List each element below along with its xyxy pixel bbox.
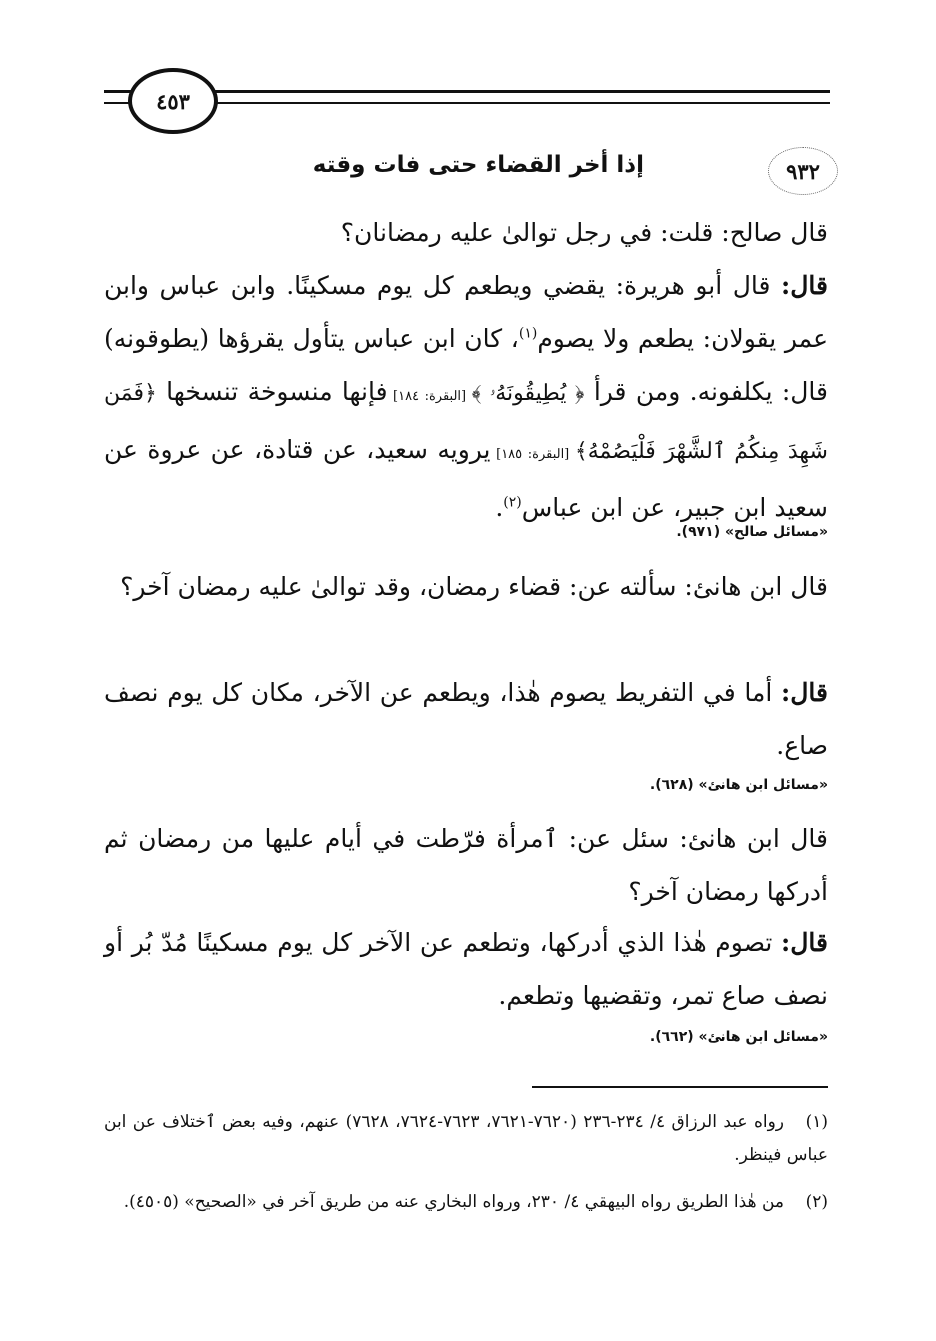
answer-text: ، كان ابن عباس يتأول يقرؤها (يطوقونه) قال: يكلفونه. ومن قرأ [104, 324, 828, 406]
answer-text: فإنها منسوخة تنسخها [156, 377, 388, 406]
quran-verse: ﴿فَمَن شَهِدَ مِنكُمُ ٱلشَّهْرَ فَلْيَصُمْهُ﴾ [104, 381, 828, 464]
question-paragraph [104, 206, 828, 259]
answer-text: يرويه سعيد، عن قتادة، عن عروة عن سعيد ابن جبير، عن ابن عباس [104, 435, 828, 522]
answer-label: قال: [781, 678, 828, 707]
footnote-number: (١) [805, 1112, 829, 1132]
footnote-text: رواه عبد الرزاق ٤/ ٢٣٤-٢٣٦ (٧٦٢٠-٧٦٢١، ٧٦٢٣-٧٦٢٤، ٧٦٢٨) عنهم، وفيه بعض ٱختلاف عن ابن عباس فينظر. [104, 1112, 828, 1165]
answer-text: . [495, 493, 504, 522]
question-paragraph [104, 812, 828, 918]
answer-text: أما في التفريط يصوم هٰذا، ويطعم عن الآخر، مكان كل يوم نصف صاع. [104, 678, 828, 760]
answer-paragraph [104, 259, 828, 534]
footnote-separator [532, 1086, 828, 1088]
question-paragraph [104, 560, 828, 613]
answer-label: قال: [781, 928, 828, 957]
footnote-text: من هٰذا الطريق رواه البيهقي ٤/ ٢٣٠، ورواه البخاري عنه من طريق آخر في «الصحيح» (٤٥٠٥). [123, 1192, 784, 1212]
quran-verse: ﴿ يُطِيقُونَهُۥ ﴾ [471, 381, 585, 406]
question-text: قال صالح: قلت: في رجل توالىٰ عليه رمضانان؟ [340, 218, 828, 247]
question-text: قال ابن هانئ: سئل عن: ٱمرأة فرّطت في أيام عليها من رمضان ثم أدركها رمضان آخر؟ [104, 824, 828, 906]
question-text: قال ابن هانئ: سألته عن: قضاء رمضان، وقد توالىٰ عليه رمضان آخر؟ [120, 572, 828, 601]
answer-paragraph [104, 666, 828, 772]
answer-paragraph [104, 916, 828, 1022]
footnote-item [104, 1186, 828, 1219]
page-number: ٤٥٣ [128, 68, 218, 134]
chapter-number-badge: ٩٣٢ [768, 147, 838, 195]
answer-text: تصوم هٰذا الذي أدركها، وتطعم عن الآخر كل يوم مسكينًا مُدّ بُر أو نصف صاع تمر، وتقضيها وتطعم. [104, 928, 828, 1010]
source-citation: «مسائل ابن هانئ» (٦٢٨). [649, 777, 828, 793]
answer-label: قال: [781, 271, 828, 300]
footnote-marker[interactable]: (١) [518, 325, 538, 342]
footnote-item [104, 1106, 828, 1172]
source-citation: «مسائل ابن هانئ» (٦٦٢). [649, 1029, 828, 1045]
footnote-number: (٢) [805, 1192, 828, 1212]
verse-reference: [البقرة: ١٨٤] [387, 389, 472, 404]
chapter-title: إذا أخر القضاء حتى فات وقته [312, 152, 644, 178]
verse-reference: [البقرة: ١٨٥] [490, 447, 575, 462]
source-citation: «مسائل صالح» (٩٧١). [676, 524, 828, 540]
answer-text: قال أبو هريرة: يقضي ويطعم كل يوم مسكينًا. وابن عباس وابن عمر يقولان: يطعم ولا يصوم [104, 271, 828, 353]
footnote-marker[interactable]: (٢) [503, 494, 522, 511]
